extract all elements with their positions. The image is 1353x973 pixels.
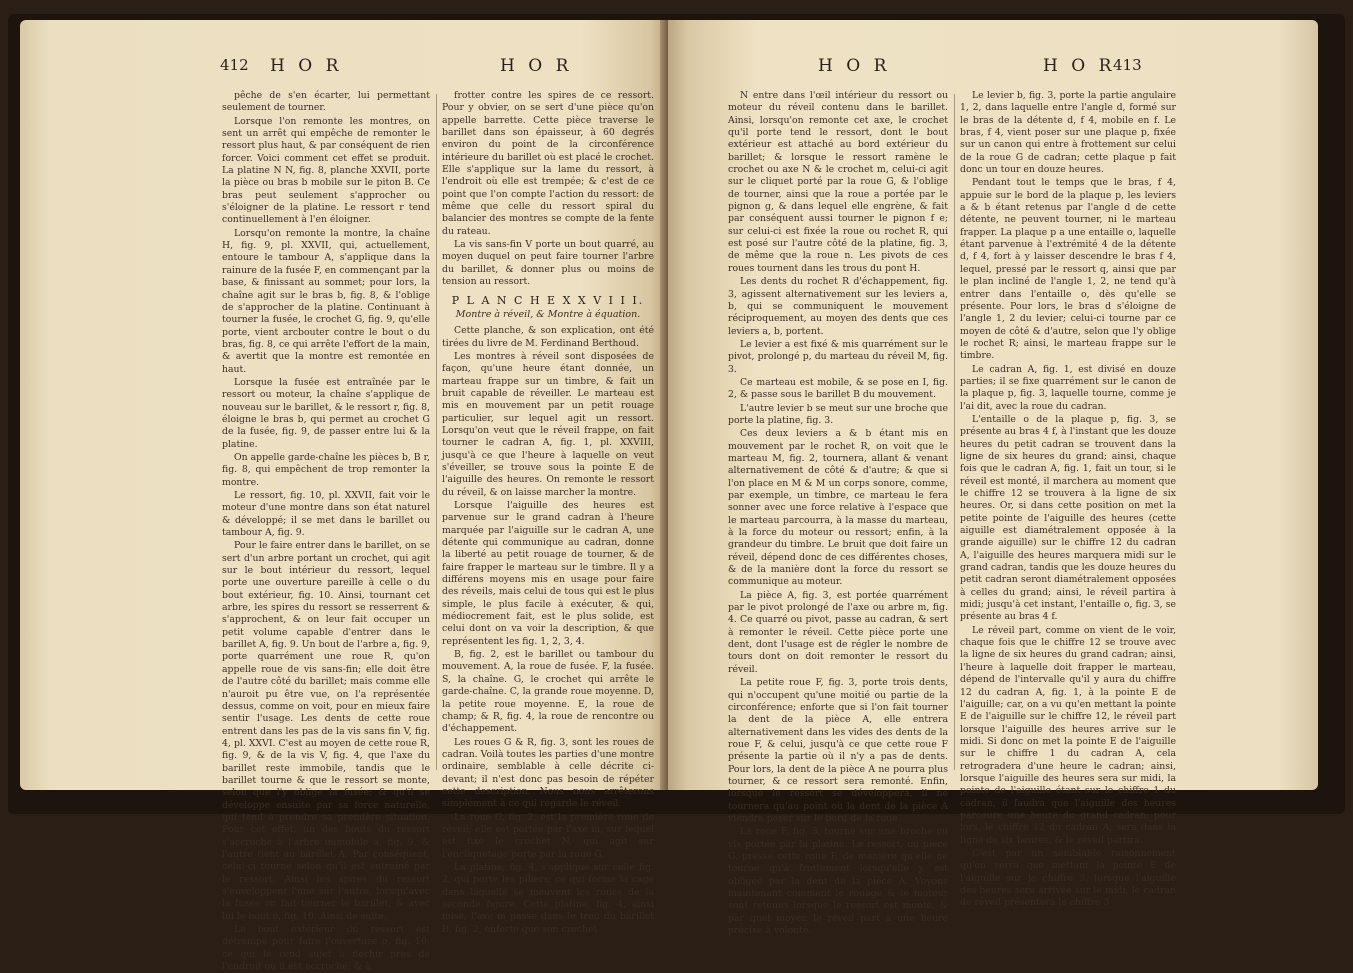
text-column-2 [442,90,654,935]
paragraph: Le cadran A, fig. 1, est divisé en douze parties; il se fixe quarrément sur le canon de la plaque p, fig. 3, laquelle tourne, comme je l'ai dit, avec la roue du cadran. [960,363,1176,412]
paragraph: Lorsque l'aiguille des heures est parvenue sur le grand cadran à l'heure marquée par l'aiguille sur le cadran A, une détente qui communique au cadran, donne la liberté au petit rouage de tourner, & de faire frapper le marteau sur le timbre. Il y a différens moyens mis en usage pour faire des réveils, mais celui de tous qui est le plus simple, le plus facile à exécuter, & qui, médiocrement fait, est le plus solide, est celui dont on va voir la description, & que représentent les fig. 1, 2, 3, 4. [442,500,654,647]
column-rule [436,94,437,770]
page-number: 413 [1113,56,1142,74]
paragraph: frotter contre les spires de ce ressort. Pour y obvier, on se sert d'une pièce qu'on appelle barrette. Cette pièce traverse le barillet dans son épaisseur, à 60 degrés environ du point de la circonférence intérieure du barillet où est placé le crochet. Elle s'applique sur la lame du ressort, à l'endroit où elle est trempée; & c'est de ce point que l'on compte l'action du ressort: de même que celle du ressort spiral du balancier des montres se compte de la fente du rateau. [442,90,654,237]
left-page [20,20,668,973]
paragraph: La roue G, fig. 2, est la première roue de réveil; elle est portée par l'axe m, sur lequel est fixé le crochet N, qui agit sur l'encliquetage porté par la roue G. [442,811,654,860]
text-column-1 [728,90,948,937]
paragraph: Ces deux leviers a & b étant mis en mouvement par le rochet R, on voit que le marteau M, fig. 2, tournera, allant & venant alternativement de côté & d'autre; & que si l'on place en M & M un corps sonore, comme, par exemple, un timbre, ce marteau le fera sonner avec une force relative à l'espace que le marteau parcourra, à la masse du marteau, à la force du moteur ou ressort; enfin, à la grandeur du timbre. Le bruit que doit faire un réveil, dépend donc de ces différentes choses, & de la manière dont la force du ressort se communique au moteur. [728,428,948,588]
paragraph: La vis sans-fin V porte un bout quarré, au moyen duquel on peut faire tourner l'arbre du barillet, & donner plus ou moins de tension au ressort. [442,239,654,288]
running-head: H O R [818,56,891,76]
paragraph: La pièce A, fig. 3, est portée quarrément par le pivot prolongé de l'axe ou arbre m, fig. 4. Ce quarré ou pivot, passe au cadran, & sert à remonter le réveil. Cette pièce porte une dent, dont l'usage est de régler le nombre de tours dont on doit remonter le ressort du réveil. [728,589,948,675]
paragraph: Les roues G & R, fig. 3, sont les roues de cadran. Voilà toutes les parties d'une montre ordinaire, semblable à celle décrite ci-devant; il n'est donc pas besoin de répéter cette description. Nous nous arrêterons simplement à ce qui regarde le réveil. [442,736,654,810]
paragraph: La platine, fig. 4, s'applique sur celle fig. 2, qui porte les piliers; ce qui forme la cage dans laquelle se meuvent les roues de la seconde figure. Cette platine, fig. 4, ainsi mise, l'axe m passe dans le trou du barillet B, fig. 2, enforte que son crochet [442,861,654,935]
running-head: H O R [270,56,343,76]
paragraph: pêche de s'en écarter, lui permettant seulement de tourner. [222,90,430,114]
paragraph: Pendant tout le temps que le bras, f 4, appuie sur le bord de la plaque p, les leviers a & b étant retenus par l'angle d de cette détente, ne peuvent tourner, ni le marteau frapper. La plaque p a une entaille o, laquelle étant parvenue à l'extrémité 4 de la détente d, f 4, fort à y laisser descendre le bras f 4, lequel, pressé par le ressort q, ainsi que par le plan incliné de l'angle 1, 2, ne tend qu'à entrer dans l'entaille o, dès qu'elle se présente. Pour lors, le bras d s'éloigne de l'angle 1, 2 du levier; celui-ci tourne par ce moyen de côté & d'autre, selon que l'y oblige le rochet R; ainsi, le marteau frappe sur le timbre. [960,177,1176,362]
paragraph: Cette planche, & son explication, ont été tirées du livre de M. Ferdinand Berthoud. [442,325,654,349]
paragraph: Le ressort, fig. 10, pl. XXVII, fait voir le moteur d'une montre dans son état naturel & développé; il se met dans le barillet ou tambour A, fig. 9. [222,490,430,539]
paragraph: B, fig. 2, est le barillet ou tambour du mouvement. A, la roue de fusée. F, la fusée. S, la chaîne. G, le crochet qui arrête le garde-chaîne. C, la grande roue moyenne. D, la petite roue moyenne. E, la roue de champ; & R, fig. 4, la roue de rencontre ou d'échappement. [442,649,654,735]
paragraph: La petite roue F, fig. 3, porte trois dents, qui n'occupent qu'une moitié ou partie de la circonférence; enforte que si l'on fait tourner la dent de la pièce A, elle entrera alternativement dans les vides des dents de la roue F, & celui, jusqu'à ce que cette roue F présente la partie où il n'y a pas de dents. Pour lors, la dent de la pièce A ne pourra plus tourner, & ce ressort sera remonté. Enfin, lorsque le ressort se développera, il ne tournera qu'au point où la dent de la pièce A viendra poser sur le bord de la roue. [728,677,948,824]
paragraph: La roue F, fig. 3, tourne sur une broche ou vis portée par la platine. Le ressort, ou pièce G, presse cette roue F, de manière qu'elle ne tourne qu'à frottement lorsqu'elle y est obligée par la dent de la pièce A. Voyons maintenant comment le rouage & le moteur sont retenus lorsque le ressort est monté, & par quel moyen le réveil part à une heure précise à volonté. [728,826,948,937]
paragraph: Le bout extérieur du ressort est détrempé pour faire l'ouverture o, fig. 10; ce qui le rend sujet à fléchir près de l'endroit où il est accroché; & à [222,924,430,973]
paragraph: Ce marteau est mobile, & se pose en I, fig. 2, & passe sous le barillet B du mouvement. [728,376,948,401]
plate-heading: P L A N C H E X X V I I I. [451,293,645,307]
paragraph: Les montres à réveil sont disposées de façon, qu'une heure étant donnée, un marteau frappe sur un timbre, & fait un bruit capable de réveiller. Le marteau est mis en mouvement par un petit rouage particulier, sur lequel agit un ressort. Lorsqu'on veut que le réveil frappe, on fait tourner le cadran A, fig. 1, pl. XXVIII, jusqu'à ce que l'heure à laquelle on veut s'éveiller, se trouve sous la pointe E de l'aiguille des heures. On remonte le ressort du réveil, & on laisse marcher la montre. [442,350,654,498]
left-page-header [20,56,668,82]
right-page [668,20,1318,937]
paragraph: Le levier b, fig. 3, porte la partie angulaire 1, 2, dans laquelle entre l'angle d, formé sur le bras de la détente d, f 4, mobile en f. Le bras, f 4, vient poser sur une plaque p, fixée sur un canon qui entre à frottement sur celui de la roue G de cadran; cette plaque p fait donc un tour en douze heures. [960,90,1176,176]
running-head: H O R [1043,56,1116,76]
paragraph: N entre dans l'œil intérieur du ressort ou moteur du réveil contenu dans le barillet. Ainsi, lorsqu'on remonte cet axe, le crochet qu'il porte tend le ressort, dont le bout extérieur est attaché au bord extérieur du barillet; & lorsque le ressort ramène le crochet ou axe N & le crochet m, celui-ci agit sur le cliquet porté par la roue G, & l'oblige de tourner, ainsi que la roue a portée par le pignon g, & dans lequel elle engrène, & fait par conséquent aussi tourner le pignon f e; sur celui-ci est fixée la roue ou rochet R, qui est posé sur l'autre côté de la platine, fig. 3, de même que la roue n. Les pivots de ces roues tournent dans les trous du pont H. [728,90,948,274]
right-page-header [668,56,1318,82]
paragraph: Lorsque l'on remonte les montres, on sent un arrêt qui empêche de remonter le ressort plus haut, & par conséquent de rien forcer. Voici comment cet effet se produit. La platine N N, fig. 8, planche XXVII, porte la pièce ou bras b mobile sur le piton B. Ce bras peut seulement s'approcher ou s'éloigner de la platine. Le ressort r tend continuellement à l'en éloigner. [222,115,430,226]
column-rule [954,94,955,770]
plate-subtitle: Montre à réveil, & Montre à équation. [455,308,641,320]
text-column-1 [222,90,430,973]
paragraph: Le levier a est fixé & mis quarrément sur le pivot, prolongé p, du marteau du réveil M, fig. 3. [728,338,948,375]
page-number: 412 [220,56,249,74]
paragraph: Lorsque la fusée est entraînée par le ressort ou moteur, la chaîne s'applique de nouveau sur le barillet, & le ressort r, fig. 8, éloigne le bras b, qui permet au crochet G de la fusée, fig. 9, de passer entre lui & la platine. [222,376,430,450]
paragraph: Les dents du rochet R d'échappement, fig. 3, agissent alternativement sur les leviers a, b, qui se communiquent le mouvement réciproquement, au moyen des dents que ces leviers a, b, portent. [728,276,948,337]
paragraph: Pour le faire entrer dans le barillet, on se sert d'un arbre portant un crochet, qui agit sur le bout intérieur du ressort, lequel porte une ouverture pareille à celle o du bout extérieur, fig. 10. Ainsi, tournant cet arbre, les spires du ressort se resserrent & s'approchent, & on leur fait occuper un petit volume capable d'entrer dans le barillet A, fig. 9. Un bout de l'arbre a, fig. 9, porte quarrément une roue R, qu'on appelle roue de vis sans-fin; elle doit être de l'autre côté du barillet; mais comme elle n'auroit pu être vue, on l'a représentée dessus, comme on voit, pour en mieux faire sentir l'usage. Les dents de cette roue entrent dans les pas de la vis sans fin V, fig. 4, pl. XXVI. C'est au moyen de cette roue R, fig. 9, & de la vis V, fig. 4, que l'axe du barillet reste immobile, tandis que le barillet tourne & que le ressort se monte, selon que l'y oblige la fusée; & qu'il se développe ensuite par sa force naturelle, qui tend à prendre sa première situation. Pour cet effet, un des bouts du ressort s'accroche à l'arbre immobile a, fig. 9, & l'autre tient au barillet A. Par conséquent, celui-ci tourne selon qu'il est entraîné par le ressort. Ainsi les spires du ressort s'enveloppent l'une sur l'autre, lorsqu'avec la fusée on fait tourner le barillet, & avec lui le bout o, fig. 10. Ainsi de suite. [222,540,430,922]
paragraph: L'autre levier b se meut sur une broche que porte la platine, fig. 3. [728,402,948,426]
paragraph: Lorsqu'on remonte la montre, la chaîne H, fig. 9, pl. XXVII, qui, actuellement, entoure le tambour A, s'applique dans la rainure de la fusée F, en commençant par la base, & finissant au sommet; pour lors, la chaîne agit sur le bras b, fig. 8, & l'oblige de s'approcher de la platine. Continuant à tourner la fusée, le crochet G, fig. 9, qu'elle porte, vient arcbouter contre le bout o du bras, fig. 8, ce qui arrête l'effort de la main, & avertit que la montre est remontée en haut. [222,227,430,375]
paragraph: L'entaille o de la plaque p, fig. 3, se présente au bras 4 f, à l'instant que les douze heures du petit cadran se trouvent dans la ligne de six heures du grand; ainsi, chaque fois que le cadran A, fig. 1, fait un tour, si le réveil est monté, il marchera au moment que le chiffre 12 se trouvera à la ligne de six heures. Or, si dans cette position on met la petite pointe de l'aiguille des heures (cette aiguille est diamétralement opposée à la grande aiguille) sur le chiffre 12 du cadran A, l'aiguille des heures marquera midi sur le grand cadran, tandis que les douze heures du petit cadran seront diamétralement opposées à celles du grand; ainsi, le réveil partira à midi; jusqu'à cet instant, l'entaille o, fig. 3, se présente au bras 4 f. [960,413,1176,623]
paragraph: Le réveil part, comme on vient de le voir, chaque fois que le chiffre 12 se trouve avec la ligne de six heures du grand cadran; ainsi, l'heure à laquelle doit frapper le marteau, dépend de l'intervalle qu'il y aura du chiffre 12 du cadran A, fig. 1, à la pointe E de l'aiguille; car, on a vu qu'en mettant la pointe E de l'aiguille sur le chiffre 12, le réveil part lorsque l'aiguille des heures arrive sur le midi. Si donc on met la pointe E de l'aiguille sur le chiffre 1 du cadran A, cela retrogradera d'une heure le cadran; ainsi, lorsque l'aiguille des heures sera sur midi, la pointe de l'aiguille étant sur le chiffre 1 du cadran, il faudra que l'aiguille des heures parcoure une heure du grand cadran; pour lors, le chiffre 12 du cadran A, sera dans la ligne de six heures, & le réveil partira. [960,624,1176,846]
running-head: H O R [500,56,573,76]
paragraph: On appelle garde-chaîne les pièces b, B r, fig. 8, qui empêchent de trop remonter la montre. [222,451,430,488]
paragraph: C'est par un semblable raisonnement qu'on verra que mettant la pointe E de l'aiguille sur le chiffre 3, lorsque l'aiguille des heures sera arrivée sur le midi, le cadran de réveil présentera le chiffre 3 [960,847,1176,909]
text-column-2 [960,90,1176,909]
